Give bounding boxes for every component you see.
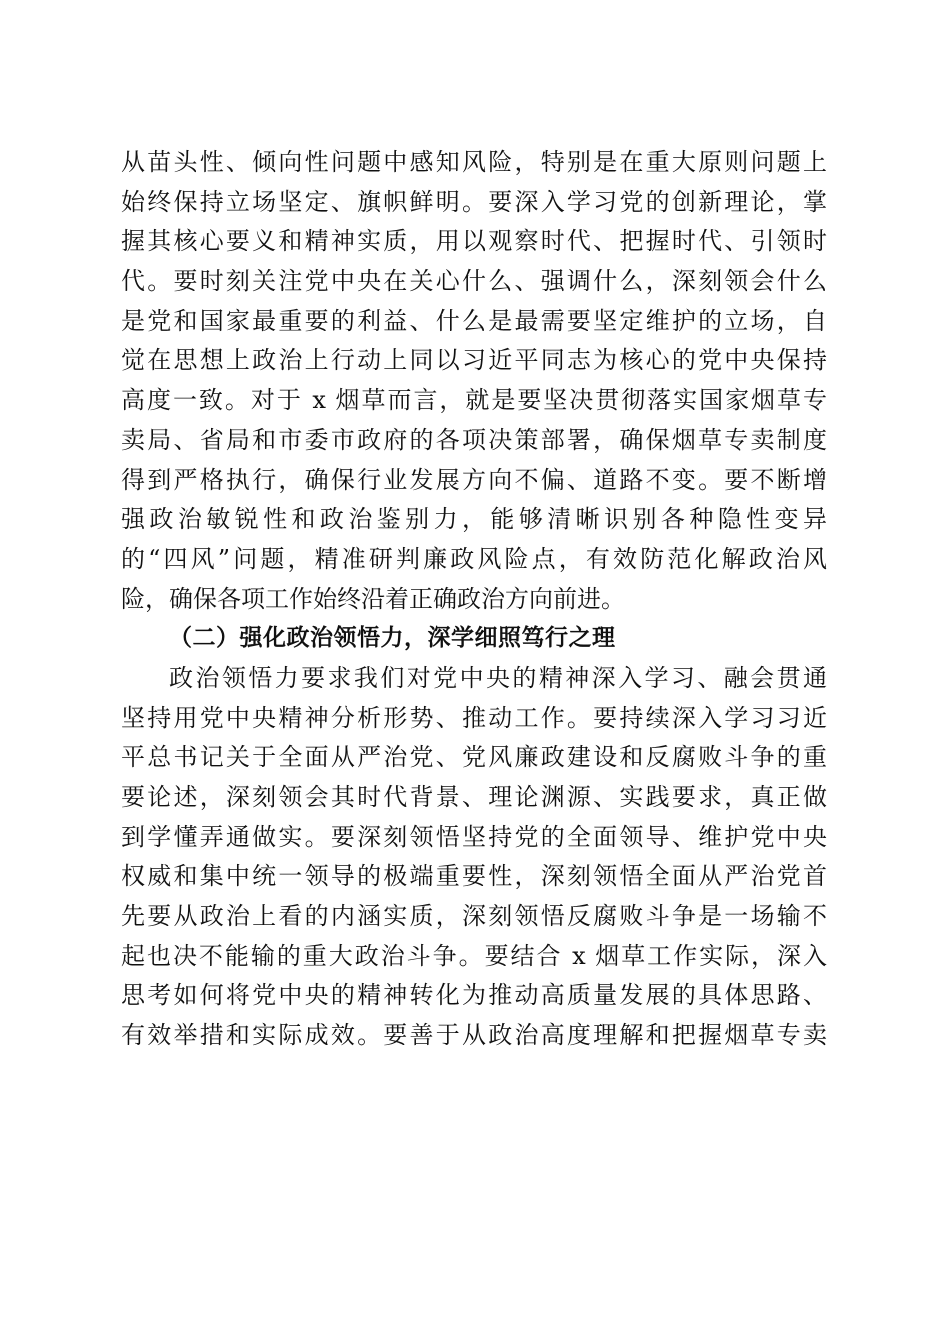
paragraph-line: 卖局、省局和市委市政府的各项决策部署，确保烟草专卖制度 [121, 425, 827, 454]
paragraph-line: 政治领悟力要求我们对党中央的精神深入学习、融会贯通 [169, 663, 827, 692]
section-heading: （二）强化政治领悟力，深学细照笃行之理 [169, 625, 616, 652]
paragraph-line: 起也决不能输的重大政治斗争。要结合 x 烟草工作实际，深入 [121, 941, 827, 970]
paragraph-line: 觉在思想上政治上行动上同以习近平同志为核心的党中央保持 [121, 346, 827, 375]
paragraph-line: 权威和集中统一领导的极端重要性，深刻领悟全面从严治党首 [121, 862, 827, 891]
paragraph-line: 握其核心要义和精神实质，用以观察时代、把握时代、引领时 [121, 227, 827, 256]
paragraph-1 [121, 143, 827, 619]
paragraph-line: 有效举措和实际成效。要善于从政治高度理解和把握烟草专卖 [121, 1021, 827, 1050]
paragraph-line: 险，确保各项工作始终沿着正确政治方向前进。 [121, 584, 625, 613]
paragraph-line: 始终保持立场坚定、旗帜鲜明。要深入学习党的创新理论，掌 [121, 187, 827, 216]
paragraph-line: 到学懂弄通做实。要深刻领悟坚持党的全面领导、维护党中央 [121, 822, 827, 851]
paragraph-2 [121, 659, 827, 1056]
paragraph-line: 是党和国家最重要的利益、什么是最需要坚定维护的立场，自 [121, 306, 827, 335]
paragraph-line: 从苗头性、倾向性问题中感知风险，特别是在重大原则问题上 [121, 148, 827, 176]
paragraph-line: 代。要时刻关注党中央在关心什么、强调什么，深刻领会什么 [121, 267, 827, 296]
paragraph-line: 先要从政治上看的内涵实质，深刻领悟反腐败斗争是一场输不 [121, 902, 827, 931]
paragraph-line: 得到严格执行，确保行业发展方向不偏、道路不变。要不断增 [121, 465, 827, 494]
paragraph-line: 高度一致。对于 x 烟草而言，就是要坚决贯彻落实国家烟草专 [121, 386, 827, 415]
paragraph-line: 的“四风”问题，精准研判廉政风险点，有效防范化解政治风 [121, 544, 827, 573]
paragraph-line: 要论述，深刻领会其时代背景、理论渊源、实践要求，真正做 [121, 783, 827, 811]
paragraph-line: 平总书记关于全面从严治党、党风廉政建设和反腐败斗争的重 [121, 743, 827, 772]
paragraph-line: 坚持用党中央精神分析形势、推动工作。要持续深入学习习近 [121, 703, 827, 732]
document-body [121, 143, 827, 1056]
paragraph-line: 强政治敏锐性和政治鉴别力，能够清晰识别各种隐性变异 [121, 505, 827, 534]
paragraph-line: 思考如何将党中央的精神转化为推动高质量发展的具体思路、 [121, 981, 827, 1010]
